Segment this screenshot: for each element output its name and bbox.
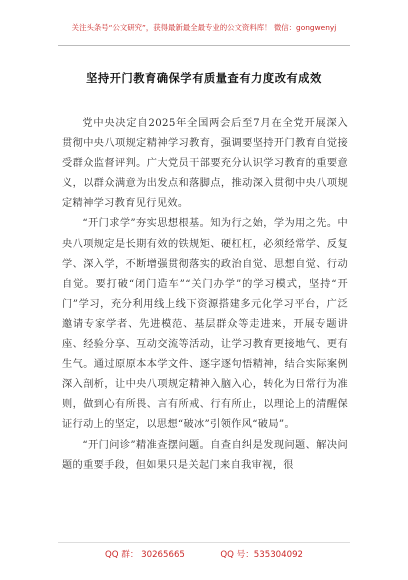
footer-qq-group: QQ 群： 30265665 [104, 550, 185, 560]
paragraph: “开门问诊”精准查摆问题。自查自纠是发现问题、解决问题的重要手段，但如果只是关起门来自我审视，很 [62, 439, 348, 471]
footer-qq-number: QQ 号：535304092 [220, 550, 304, 560]
paragraph: “开门求学”夯实思想根基。知为行之始，学为用之先。中央八项规定是长期有效的铁规矩、硬杠杠，必须经常学、反复学、深入学，不断增强贯彻落实的政治自觉、思想自觉、行动自觉。要打破“闭门造车”“关门办学”的学习模式，坚持“开门”学习，充分利用线上线下资源搭建多元化学习平台，广泛邀请专家学者、先进模范、基层群众等走进来，开展专题讲座、经验分享、互动交流等活动，让学习教育更接地气、更有生气。通过原原本本学文件、逐字逐句悟精神，结合实际案例深入剖析，让中央八项规定精神入脑入心，转化为日常行为准则，做到心有所畏、言有所戒、行有所止，以理论上的清醒保证行动上的坚定，以思想“破冰”引领作风“破局”。 [62, 218, 348, 431]
header-divider [58, 45, 350, 46]
document-body [62, 114, 348, 476]
footer-divider [58, 542, 350, 543]
page-footer [0, 548, 408, 560]
paragraph: 党中央决定自2025年全国两会后至7月在全党开展深入贯彻中央八项规定精神学习教育，强调要坚持开门教育自觉接受群众监督评判。广大党员干部要充分认识学习教育的重要意义，以群众满意为出发点和落脚点，推动深入贯彻中央八项规定精神学习教育见行见效。 [62, 118, 348, 210]
document-title: 坚持开门教育确保学有质量查有力度改有成效 [86, 72, 322, 85]
page-header-promo: 关注头条号“公文研究”，获得最新最全最专业的公文资料库！ 微信：gongwenyj [71, 23, 337, 32]
